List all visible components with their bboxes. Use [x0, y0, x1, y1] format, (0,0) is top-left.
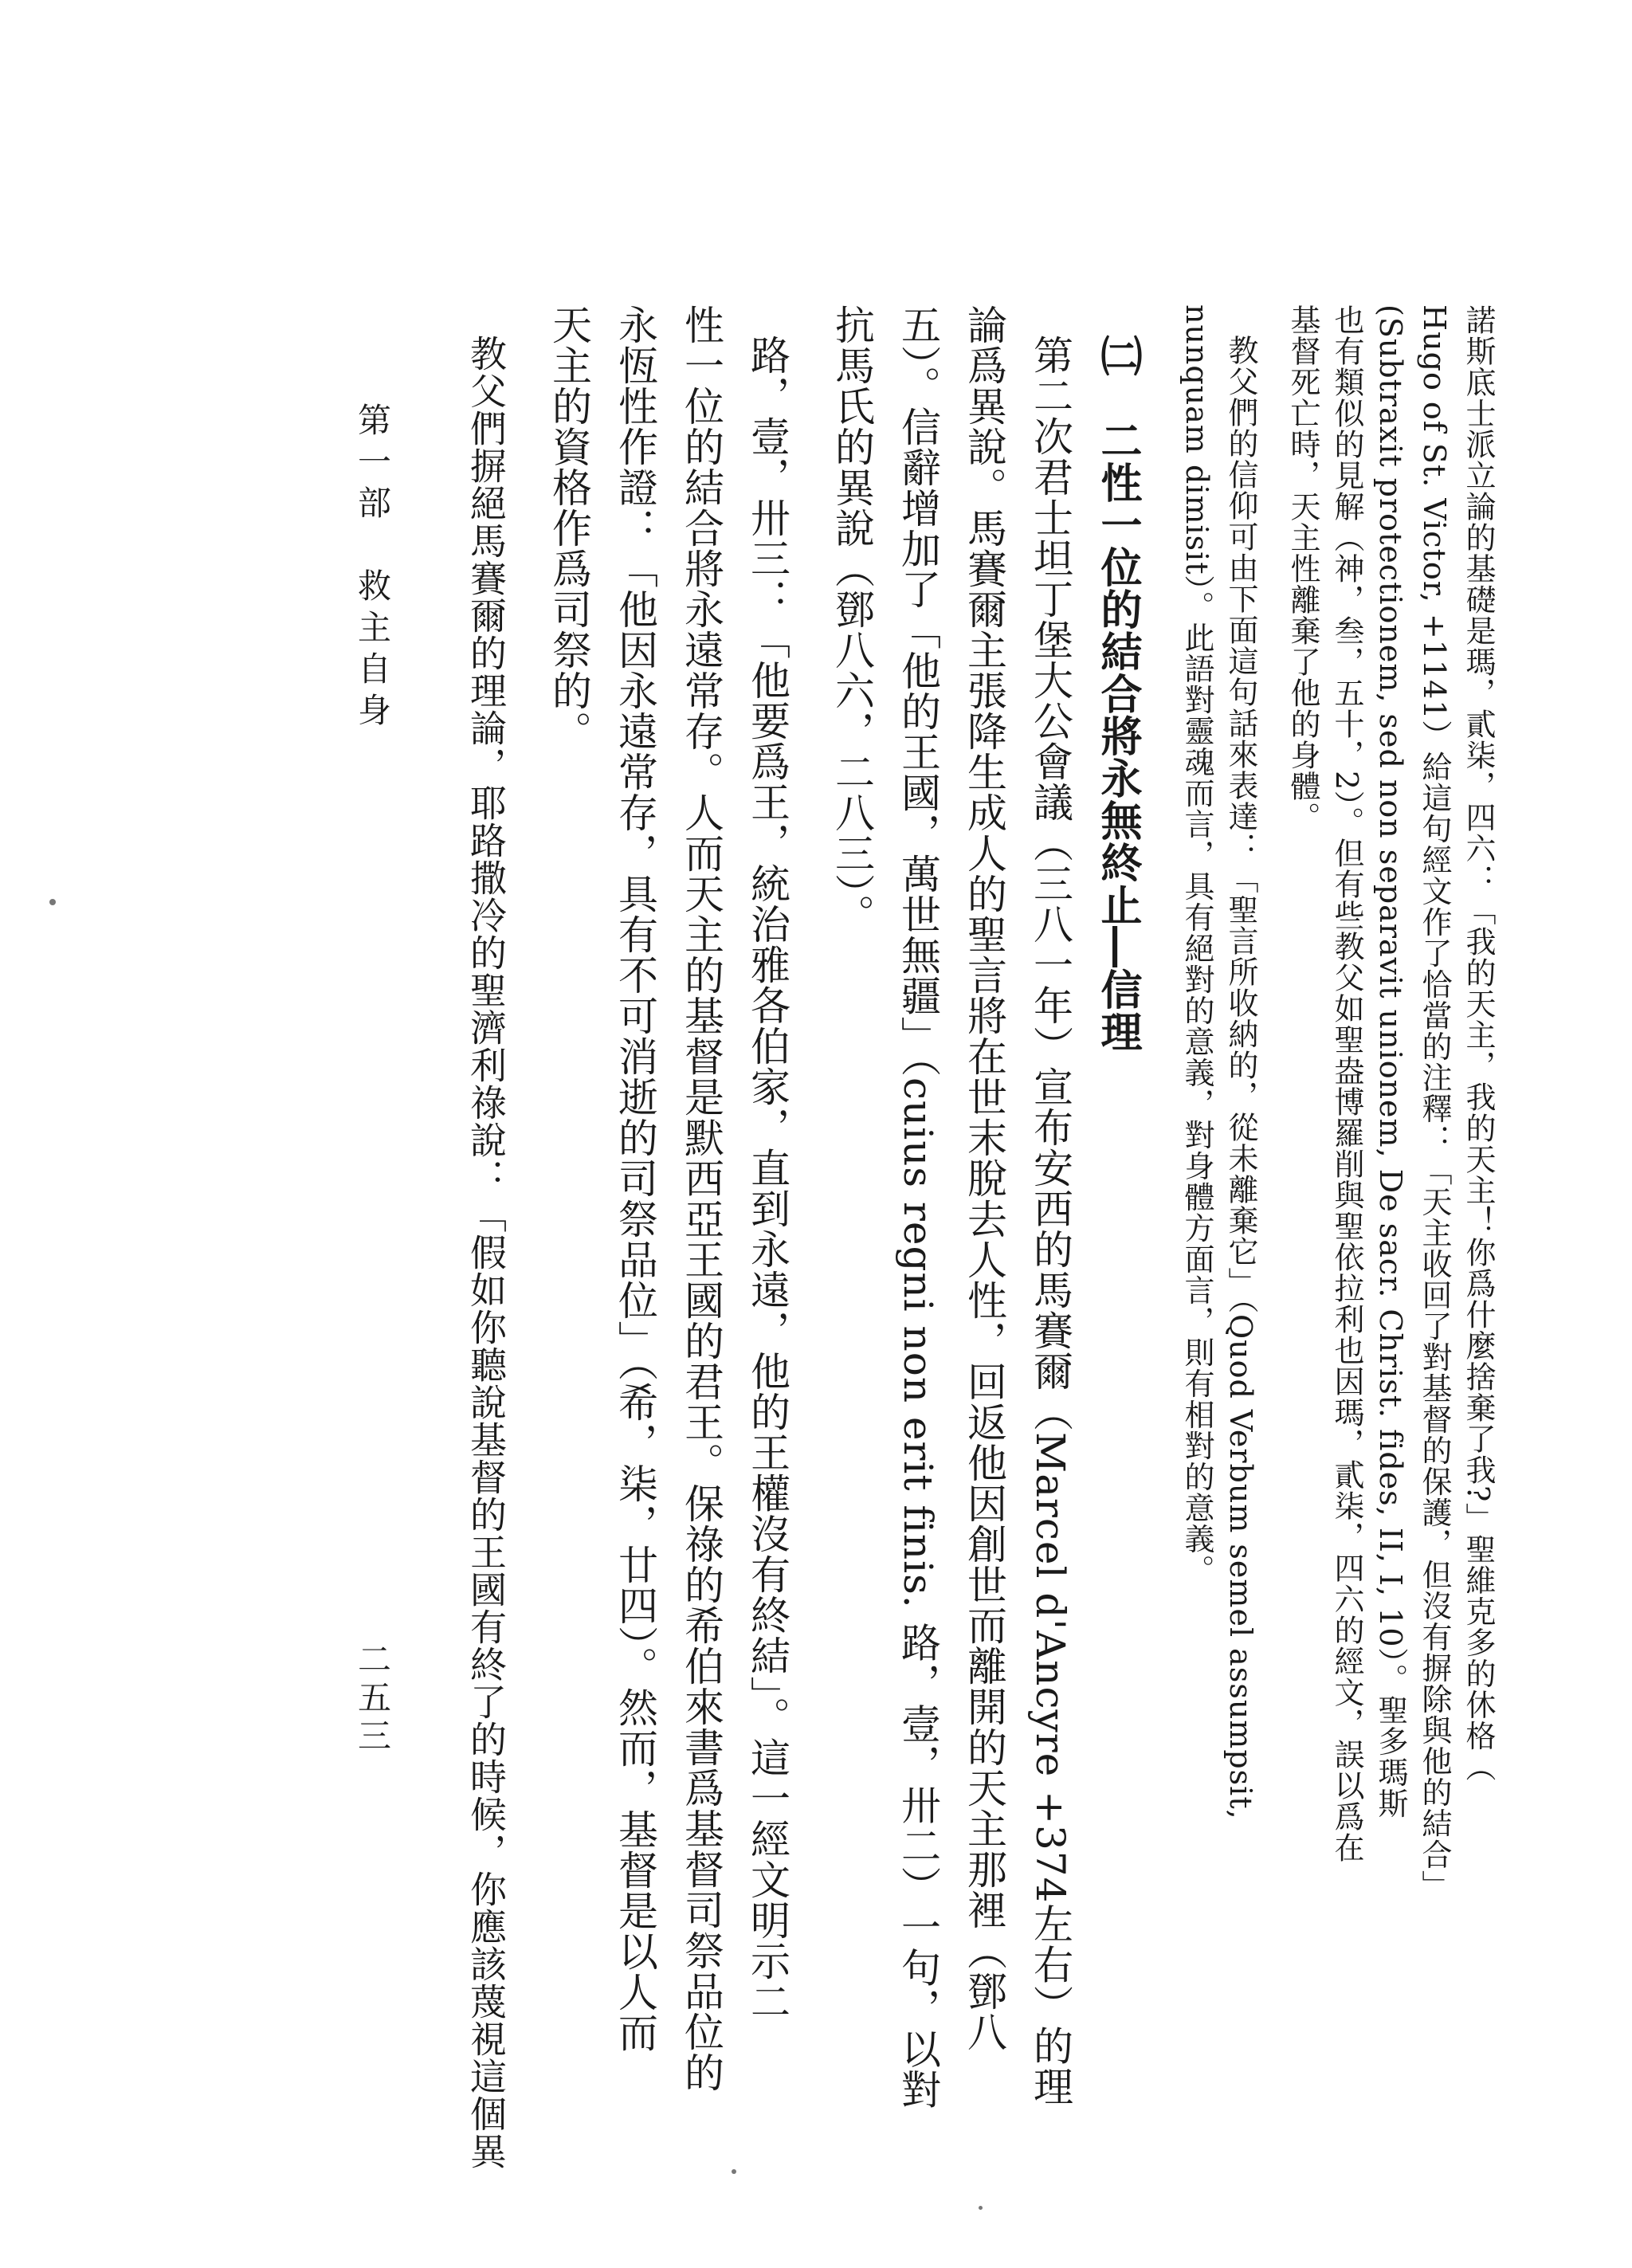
text-column-7: nunquam dimisit）。此語對靈魂而言，具有絕對的意義，對身體方面言，則有相對的意義。 [1179, 304, 1214, 1586]
text-column-16: 天主的資格作爲司祭的。 [546, 304, 592, 751]
running-header: 第一部 救主自身 [353, 402, 392, 734]
text-column-3: (Subtraxit protectionem, sed non separavit unionem, De sacr. Christ. fides, II, I, 10）。聖多瑪斯 [1373, 304, 1408, 1819]
text-column-2: Hugo of St. Victor, +1141）給這句經文作了恰當的注釋：「天主收回了對基督的保護，但沒有摒除與他的結合」 [1417, 304, 1452, 1901]
text-column-12: 抗馬氏的異說（鄧八六，二八三）。 [829, 304, 875, 935]
scan-speck [979, 2206, 983, 2210]
text-column-17: 教父們摒絕馬賽爾的理論，耶路撒冷的聖濟利祿說：「假如你聽說基督的王國有終了的時候，你應該蔑視這個異 [465, 335, 508, 2170]
text-column-1: 諾斯底士派立論的基礎是瑪，貳柒，四六：「我的天主，我的天主！你爲什麼捨棄了我?」聖維克多的休格（ [1461, 304, 1496, 1783]
text-column-14: 性一位的結合將永遠常存。人而天主的基督是默西亞王國的君王。保祿的希伯來書爲基督司祭品位的 [678, 304, 724, 2093]
text-column-5: 基督死亡時，天主性離棄了他的身體。 [1285, 304, 1320, 833]
text-column-13: 路，壹，卅三：「他要爲王，統治雅各伯家，直到永遠，他的王權沒有終結」。這一經文明示二 [744, 335, 790, 2022]
text-column-11: 五）。信辭增加了「他的王國，萬世無疆」（cuius regni non erit finis. 路，壹，卅二）一句，以對 [895, 304, 941, 2110]
text-column-4: 也有類似的見解（神，叁，五十，2）。但有些教父如聖盎博羅削與聖依拉利也因瑪，貳柒，四六的經文，誤以爲在 [1329, 304, 1364, 1864]
section-heading: ㈡ 二性一位的結合將永無終止―信理 [1093, 335, 1142, 1053]
scan-speck [732, 2169, 736, 2174]
text-column-6: 教父們的信仰可由下面這句話來表達：「聖言所收納的，從未離棄它」（Quod Verbum semel assumpsit, [1223, 335, 1258, 1820]
scan-speck [49, 899, 56, 905]
text-column-9: 第二次君士坦丁堡大公會議（三八一年）宣布安西的馬賽爾（Marcel d'Ancyre +374左右）的理 [1027, 335, 1073, 2107]
text-column-10: 論爲異說。馬賽爾主張降生成人的聖言將在世末脫去人性，回返他因創世而離開的天主那裡（鄧八 [961, 304, 1007, 2052]
page-number: 二五三 [353, 1642, 392, 1756]
text-column-15: 永恆性作證：「他因永遠常存，具有不可消逝的司祭品位」（希，柒，廿四）。然而，基督是以人而 [612, 304, 658, 2053]
